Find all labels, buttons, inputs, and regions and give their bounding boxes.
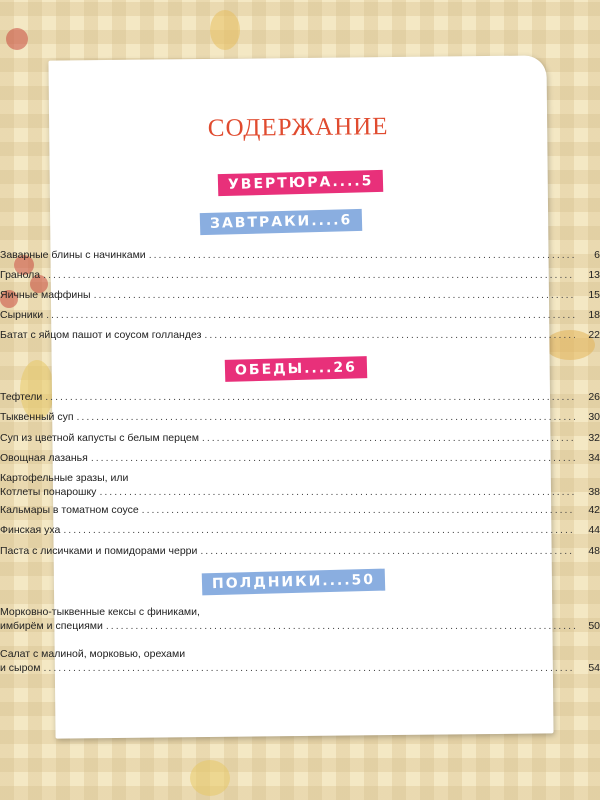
- leader-dots: [63, 523, 575, 537]
- toc-entry[interactable]: [0, 523, 600, 537]
- toc-entry-title: Тефтели: [0, 391, 43, 403]
- toc-entry-title: Батат с яйцом пашот и соусом голландез: [0, 329, 202, 341]
- toc-entry-title: Тыквенный суп: [0, 411, 74, 423]
- fruit-decoration: [210, 10, 240, 50]
- toc-entry[interactable]: [0, 410, 600, 424]
- toc-entry[interactable]: [0, 248, 600, 262]
- toc-page-number: 44: [588, 524, 600, 536]
- toc-page-number: 22: [588, 329, 600, 341]
- leader-dots: [204, 328, 575, 342]
- toc-entry-title: Финская уха: [0, 524, 61, 536]
- leader-dots: [200, 544, 575, 558]
- toc-page-number: 6: [594, 249, 600, 261]
- section-heading: ОБЕДЫ....26: [225, 356, 367, 382]
- section-heading: УВЕРТЮРА....5: [218, 170, 384, 196]
- leader-dots: [43, 268, 575, 282]
- leader-dots: [77, 410, 575, 424]
- leader-dots: [202, 431, 575, 445]
- page-title: СОДЕРЖАНИЕ: [207, 113, 389, 142]
- section-heading: ЗАВТРАКИ....6: [200, 209, 363, 235]
- toc-page-number: 18: [588, 309, 600, 321]
- cherry-decoration: [6, 28, 28, 50]
- toc-page-number: 34: [588, 452, 600, 464]
- toc-entry[interactable]: [0, 605, 600, 633]
- toc-page-number: 30: [588, 411, 600, 423]
- toc-page-number: 32: [588, 432, 600, 444]
- leader-dots: [106, 619, 575, 633]
- leader-dots: [99, 485, 575, 499]
- toc-entry[interactable]: [0, 503, 600, 517]
- toc-entry[interactable]: [0, 431, 600, 445]
- toc-page-number: 38: [588, 486, 600, 498]
- toc-entry-title: Яичные маффины: [0, 289, 91, 301]
- leader-dots: [149, 248, 575, 262]
- toc-entry[interactable]: [0, 544, 600, 558]
- toc-page-number: 48: [588, 545, 600, 557]
- toc-entry-title: Гранола: [0, 269, 41, 281]
- toc-entry-line: Морковно-тыквенные кексы с финиками,: [0, 606, 200, 618]
- toc-entry[interactable]: [0, 268, 600, 282]
- toc-entry-title: имбирём и специями: [0, 620, 103, 632]
- toc-entry[interactable]: [0, 288, 600, 302]
- toc-page-number: 26: [588, 391, 600, 403]
- toc-page-number: 42: [588, 504, 600, 516]
- leader-dots: [46, 308, 575, 322]
- leader-dots: [142, 503, 575, 517]
- toc-entry-title: Суп из цветной капусты с белым перцем: [0, 432, 199, 444]
- toc-entry[interactable]: [0, 308, 600, 322]
- toc-entry[interactable]: [0, 328, 600, 342]
- toc-entry[interactable]: [0, 471, 600, 499]
- toc-entry[interactable]: [0, 390, 600, 404]
- toc-entry-line: Салат с малиной, морковью, орехами: [0, 648, 186, 660]
- toc-entry[interactable]: [0, 647, 600, 675]
- toc-entry-title: Котлеты понарошку: [0, 486, 97, 498]
- section-heading: ПОЛДНИКИ....50: [202, 569, 386, 596]
- toc-page-number: 50: [588, 620, 600, 632]
- leader-dots: [45, 390, 575, 404]
- toc-entry[interactable]: [0, 451, 600, 465]
- toc-entry-title: Заварные блины с начинками: [0, 249, 146, 261]
- leader-dots: [43, 661, 575, 675]
- toc-entry-title: Кальмары в томатном соусе: [0, 504, 139, 516]
- toc-entry-title: Овощная лазанья: [0, 452, 88, 464]
- toc-page-number: 15: [588, 289, 600, 301]
- leader-dots: [91, 451, 575, 465]
- toc-entry-title: Паста с лисичками и помидорами черри: [0, 545, 198, 557]
- fruit-decoration: [190, 760, 230, 796]
- toc-page-number: 54: [588, 662, 600, 674]
- toc-entry-title: Сырники: [0, 309, 44, 321]
- toc-page-number: 13: [588, 269, 600, 281]
- leader-dots: [94, 288, 575, 302]
- toc-entry-line: Картофельные зразы, или: [0, 472, 129, 484]
- toc-entry-title: и сыром: [0, 662, 41, 674]
